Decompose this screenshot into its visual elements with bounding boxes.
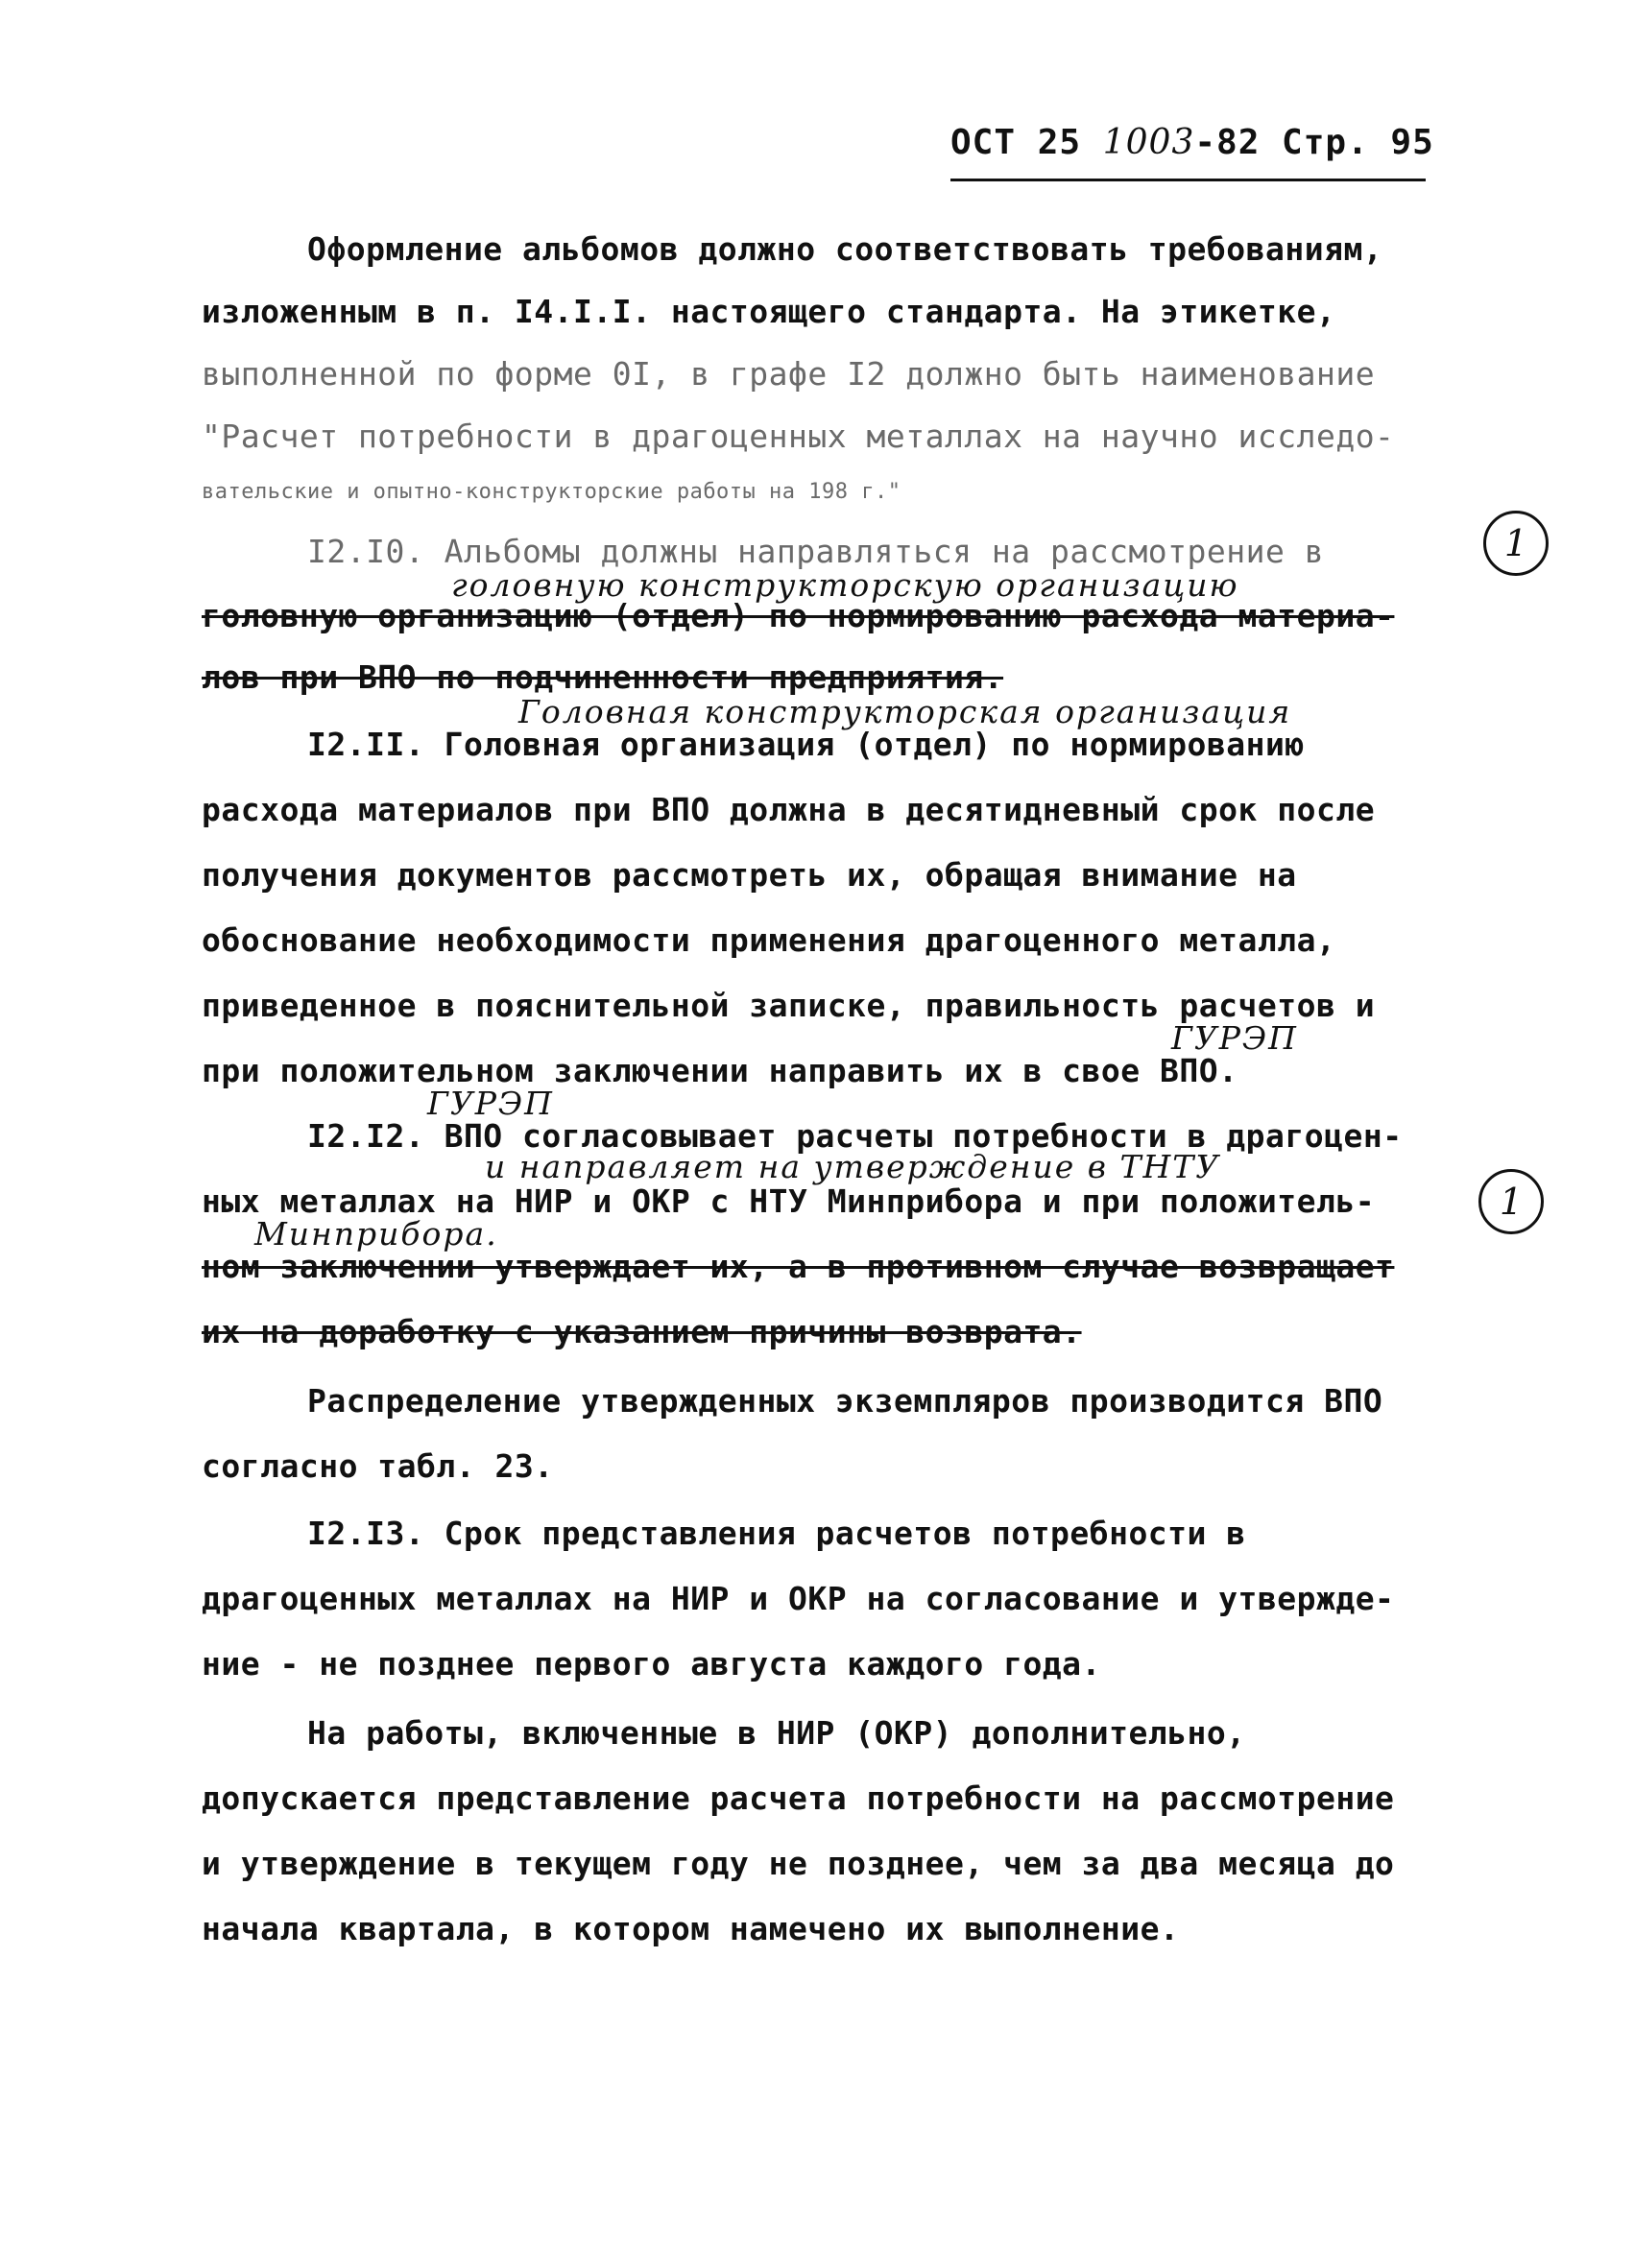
struck-text-line: головную организацию (отдел) по нормированию расхода материа- <box>202 597 1395 634</box>
handwritten-insertion: и направляет на утверждение в ТНТУ <box>485 1148 1221 1185</box>
change-mark: 1 <box>1483 511 1549 576</box>
text-line: На работы, включенные в НИР (ОКР) дополнительно, <box>307 1714 1246 1752</box>
standard-code: ОСТ 25 <box>950 123 1082 162</box>
struck-text-line: ном заключении утверждает их, а в противном случае возвращает <box>202 1248 1395 1285</box>
page-number: -82 Стр. 95 <box>1194 123 1434 162</box>
text-line: изложенным в п. I4.I.I. настоящего стандарта. На этикетке, <box>202 293 1336 330</box>
page-header <box>950 123 1434 162</box>
text-line: начала квартала, в котором намечено их выполнение. <box>202 1910 1180 1947</box>
text-line: приведенное в пояснительной записке, правильность расчетов и <box>202 987 1376 1024</box>
header-underline <box>950 179 1426 181</box>
handwritten-insertion: Минприбора. <box>254 1215 498 1253</box>
handwritten-insertion: головную конструкторскую организацию <box>451 566 1239 604</box>
text-line: и утверждение в текущем году не позднее, чем за два месяца до <box>202 1845 1395 1882</box>
change-mark: 1 <box>1478 1169 1544 1234</box>
text-line: Оформление альбомов должно соответствовать требованиям, <box>307 230 1383 268</box>
text-line: расхода материалов при ВПО должна в десятидневный срок после <box>202 791 1376 828</box>
text-line: получения документов рассмотреть их, обращая внимание на <box>202 856 1297 894</box>
text-line: вательские и опытно-конструкторские работы на 198 г." <box>202 480 901 504</box>
text-line: ных металлах на НИР и ОКР с НТУ Минприбора и при положитель- <box>202 1182 1376 1220</box>
text-line: I2.II. Головная организация (отдел) по нормированию <box>307 726 1305 763</box>
text-line: согласно табл. 23. <box>202 1447 554 1485</box>
text-line: ние - не позднее первого августа каждого года. <box>202 1645 1101 1683</box>
text-line: I2.I3. Срок представления расчетов потребности в <box>307 1515 1246 1552</box>
text-line: I2.I2. ВПО согласовывает расчеты потребности в драгоцен- <box>307 1117 1403 1155</box>
text-line: драгоценных металлах на НИР и ОКР на согласование и утвержде- <box>202 1580 1395 1617</box>
text-line: допускается представление расчета потребности на рассмотрение <box>202 1779 1395 1817</box>
handwritten-insertion: ГУРЭП <box>427 1085 554 1122</box>
text-line: Распределение утвержденных экземпляров производится ВПО <box>307 1382 1383 1420</box>
text-line: при положительном заключении направить их в свое ВПО. <box>202 1052 1238 1089</box>
text-line: I2.I0. Альбомы должны направляться на рассмотрение в <box>307 533 1325 570</box>
struck-text-line: лов при ВПО по подчиненности предприятия. <box>202 658 1004 696</box>
standard-number-handwritten: 1003 <box>1102 123 1195 162</box>
handwritten-insertion: Головная конструкторская организация <box>518 693 1292 730</box>
text-line: "Расчет потребности в драгоценных металлах на научно исследо- <box>202 418 1395 455</box>
text-line: обоснование необходимости применения драгоценного металла, <box>202 921 1336 959</box>
handwritten-insertion: ГУРЭП <box>1171 1019 1298 1057</box>
text-line: выполненной по форме 0I, в графе I2 должно быть наименование <box>202 355 1376 393</box>
struck-text-line: их на доработку с указанием причины возврата. <box>202 1313 1082 1350</box>
